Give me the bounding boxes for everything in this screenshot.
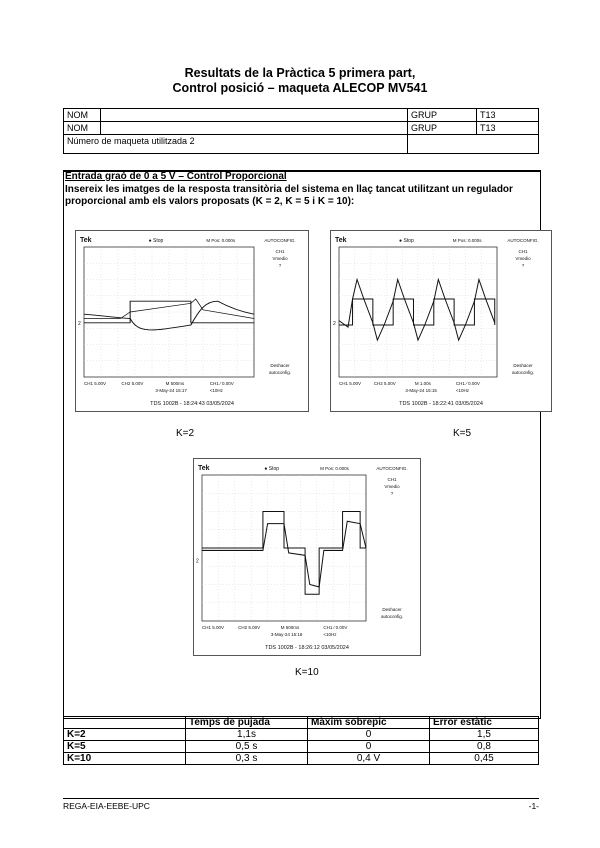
grup-value: T13 (477, 109, 539, 122)
scope-run-status: ● Stop (399, 238, 414, 244)
header-cell (64, 717, 186, 729)
footer-left: REGA-EIA-EEBE-UPC (63, 801, 150, 811)
scope-ch-marker: 2 (78, 321, 81, 327)
info-row (64, 109, 539, 122)
scope-brand: Tek (80, 237, 92, 244)
scope-ch-marker: 2 (196, 558, 199, 565)
scope-datetime: 3-May-24 15:18 (270, 632, 303, 637)
scope-ch2-scale: CH2 5.00V (373, 381, 396, 386)
scope-ch-marker: 2 (333, 321, 336, 327)
scope-undo2: autoconfig. (380, 614, 404, 619)
scope-mpos: M Pos: 0.000s (452, 238, 482, 243)
scope-run-status: ● Stop (264, 466, 280, 472)
section-heading: Entrada graó de 0 a 5 V – Control Proporcional (65, 171, 287, 182)
scope-measure: Vmedio (272, 256, 288, 261)
overshoot-cell: 0 (308, 729, 430, 741)
scope-datetime: 3-May-24 15:15 (405, 388, 437, 393)
scope-channel: CH1 (275, 249, 285, 254)
scope-brand: Tek (198, 465, 210, 472)
scope-measure-value: ? (521, 263, 525, 268)
scope-channel: CH1 (387, 477, 397, 482)
scope-undo2: autoconfig. (268, 370, 292, 375)
scope-measure-value: ? (390, 491, 394, 496)
overshoot-cell: 0,4 V (308, 753, 430, 765)
scope-undo: Deshacer (513, 363, 533, 368)
footer-divider (63, 798, 539, 799)
scope-caption: TDS 1002B - 18:22:41 03/05/2024 (399, 401, 483, 407)
k-cell: K=2 (64, 729, 186, 741)
scope-ch1-scale: CH1 5.00V (202, 625, 225, 630)
scope-autoconfig: AUTOCONFIG. (507, 238, 539, 243)
header-overshoot: Màxim sobrepic (308, 717, 430, 729)
results-row (64, 753, 539, 765)
k10-label: K=10 (295, 667, 319, 678)
grup-label: GRUP (408, 109, 477, 122)
scope-frequency: <10Hz (455, 388, 470, 393)
scope-timebase: M 500ms (280, 625, 300, 630)
overshoot-cell: 0 (308, 741, 430, 753)
scope-caption: TDS 1002B - 18:24:43 03/05/2024 (150, 401, 234, 407)
k5-label: K=5 (453, 428, 472, 439)
results-row (64, 729, 539, 741)
page-number: -1- (528, 801, 539, 811)
section-instructions: Insereix les imatges de la resposta transitòria del sistema en llaç tancat utilitzant un regulador proporcional amb els valors proposats (K = 2, K = 5 i K = 10): (65, 184, 513, 207)
scope-datetime: 3-May-24 15:17 (155, 388, 187, 393)
oscilloscope-image-k2 (75, 230, 309, 412)
k2-label: K=2 (176, 428, 195, 439)
scope-channel: CH1 (518, 249, 528, 254)
scope-frequency: <10Hz (209, 388, 223, 393)
scope-undo: Deshacer (382, 607, 402, 612)
k-cell: K=5 (64, 741, 186, 753)
scope-ch2-scale: CH2 5.00V (238, 625, 261, 630)
scope-mpos: M Pos: 0.000s (206, 238, 236, 243)
k-cell: K=10 (64, 753, 186, 765)
page-title: Resultats de la Pràctica 5 primera part, (184, 66, 416, 80)
page-subtitle: Control posició – maqueta ALECOP MV541 (172, 81, 428, 95)
header-rise: Temps de pujada (186, 717, 308, 729)
nom-label: NOM (64, 122, 101, 135)
scope-caption: TDS 1002B - 18:26:12 03/05/2024 (265, 645, 349, 651)
scope-undo2: autoconfig. (511, 370, 535, 375)
scope-ch2-scale: CH2 5.00V (121, 381, 144, 386)
scope-frequency: <10Hz (323, 632, 337, 637)
nom-label: NOM (64, 109, 101, 122)
scope-svg (194, 459, 420, 655)
scope-mpos: M Pos: 0.000s (320, 466, 349, 471)
info-row (64, 122, 539, 135)
scope-svg (331, 231, 551, 411)
results-row (64, 741, 539, 753)
oscilloscope-image-k5 (330, 230, 552, 412)
error-cell: 0,45 (430, 753, 539, 765)
grup-value: T13 (477, 122, 539, 135)
grup-label: GRUP (408, 122, 477, 135)
scope-trigger: CH1 ∕ 0.00V (209, 381, 234, 386)
maqueta-label: Número de maqueta utilitzada 2 (64, 135, 408, 154)
scope-undo: Deshacer (270, 363, 290, 368)
rise-cell: 0,3 s (186, 753, 308, 765)
header-error: Error estàtic (430, 717, 539, 729)
scope-ch1-scale: CH1 5.00V (84, 381, 107, 386)
rise-cell: 0,5 s (186, 741, 308, 753)
results-header-row (64, 717, 539, 729)
scope-run-status: ● Stop (148, 238, 164, 244)
scope-trigger: CH1 ∕ 0.00V (323, 625, 348, 630)
scope-measure: Vmedio (384, 484, 400, 489)
info-table (63, 108, 539, 154)
error-cell: 0,8 (430, 741, 539, 753)
nom-field[interactable] (101, 109, 408, 122)
scope-measure: Vmedio (515, 256, 531, 261)
scope-autoconfig: AUTOCONFIG. (376, 466, 408, 471)
results-table (63, 716, 539, 765)
scope-brand: Tek (335, 237, 347, 244)
rise-cell: 1,1s (186, 729, 308, 741)
scope-ch1-scale: CH1 5.00V (339, 381, 362, 386)
maqueta-blank (408, 135, 539, 154)
scope-measure-value: ? (278, 263, 282, 268)
scope-trigger: CH1 ∕ 0.00V (455, 381, 480, 386)
error-cell: 1,5 (430, 729, 539, 741)
nom-field[interactable] (101, 122, 408, 135)
scope-autoconfig: AUTOCONFIG. (264, 238, 296, 243)
scope-timebase: M 500ms (165, 381, 185, 386)
scope-svg (76, 231, 308, 411)
info-row (64, 135, 539, 154)
oscilloscope-image-k10 (193, 458, 421, 656)
scope-timebase: M 1.00s (414, 381, 431, 386)
